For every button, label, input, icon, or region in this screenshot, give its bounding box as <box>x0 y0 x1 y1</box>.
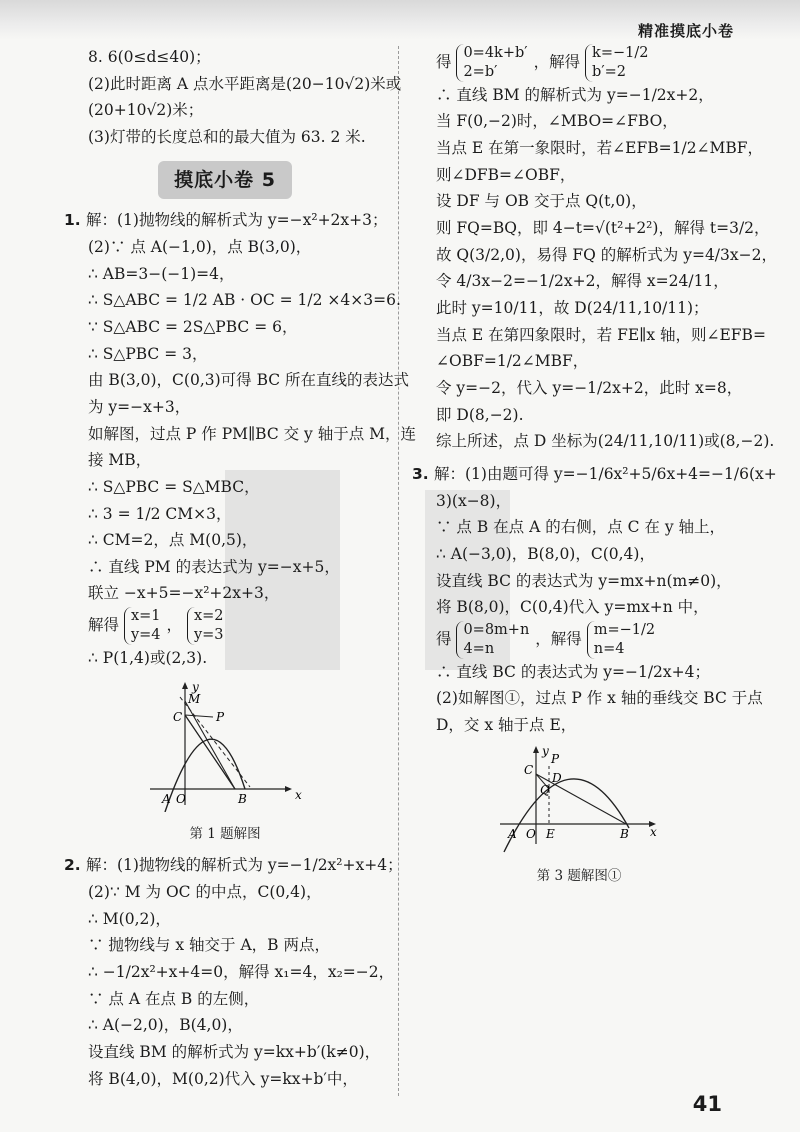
q1-solve-line: 解得 x=1 y=4， x=2 y=3 <box>66 607 384 645</box>
q3-first-line <box>412 461 777 488</box>
q1-line: 解：(1)抛物线的解析式为 y=−x²+2x+3； <box>86 211 388 230</box>
r-line: 当点 E 在第一象限时，若∠EFB=1/2∠MBF， <box>436 139 764 157</box>
q2-line: 设直线 BM 的解析式为 y=kx+b′(k≠0)， <box>88 1042 381 1061</box>
q3-graph <box>494 744 664 854</box>
r-line: ∠OBF=1/2∠MBF， <box>436 352 589 371</box>
q3-line: ∴ A(−3,0)，B(8,0)，C(0,4)， <box>436 544 655 563</box>
q3-line: (2)如解图①，过点 P 作 x 轴的垂线交 BC 于点 <box>436 689 763 708</box>
r-line: 故 Q(3/2,0)，易得 FQ 的解析式为 y=4/3x−2， <box>436 245 777 264</box>
system-row: 4=n <box>463 640 495 657</box>
q1-line: 联立 −x+5=−x²+2x+3， <box>88 584 280 603</box>
fig-label-d: D <box>552 771 562 786</box>
system-row: 0=8m+n <box>463 621 530 638</box>
right-column <box>412 44 777 888</box>
r-line: 综上所述，点 D 坐标为(24/11,10/11)或(8,−2). <box>436 432 775 451</box>
fig-label-y: y <box>542 744 549 759</box>
q1-line: 由 B(3,0)，C(0,3)可得 BC 所在直线的表达式 <box>88 371 410 390</box>
r-line: 当 F(0,−2)时，∠MBO=∠FBO， <box>436 112 678 131</box>
q3-system-line <box>414 621 744 659</box>
column-divider <box>398 46 399 1096</box>
system-b <box>187 607 230 645</box>
fig-label-x: x <box>650 825 657 840</box>
q2-line: (2)∵ M 为 OC 的中点，C(0,4)， <box>88 883 322 902</box>
system-2 <box>585 44 654 82</box>
section-banner-wrap <box>66 161 384 200</box>
fig-label-p: P <box>551 752 560 767</box>
q3-line: 将 B(8,0)，C(0,4)代入 y=mx+n 中， <box>436 598 709 617</box>
q1-line: ∴ 3 = 1/2 CM×3， <box>88 504 232 523</box>
solve-prefix: 解得 <box>88 615 120 634</box>
q1-graph <box>140 677 310 812</box>
system-row: 0=4k+b′ <box>463 45 528 61</box>
q1-line: (2)∵ 点 A(−1,0)，点 B(3,0)， <box>88 237 312 256</box>
left-column <box>64 44 417 1092</box>
fig-label-c: C <box>173 710 183 725</box>
fig-label-a: A <box>508 827 517 842</box>
system-row: b′=2 <box>592 63 626 80</box>
q1-answer: ∴ P(1,4)或(2,3). <box>88 648 208 667</box>
system-pre: 得 <box>436 52 452 71</box>
system-2 <box>587 621 661 659</box>
prev-line: (20+10√2)米； <box>88 101 204 120</box>
q2-line: ∵ 点 A 在点 B 的左侧， <box>88 989 260 1008</box>
q3-line: 3)(x−8)， <box>436 491 512 510</box>
system-row: n=4 <box>593 640 625 657</box>
q2-line: ∵ 抛物线与 x 轴交于 A，B 两点， <box>88 936 330 955</box>
q3-number: 3. <box>412 464 429 483</box>
r-line: 当点 E 在第四象限时，若 FE∥x 轴，则∠EFB= <box>436 325 766 344</box>
page-number: 41 <box>692 1092 722 1116</box>
fig-label-a: A <box>162 792 171 807</box>
q3-line: D，交 x 轴于点 E， <box>436 715 577 734</box>
q3-line: ∴ 直线 BC 的表达式为 y=−1/2x+4； <box>436 662 711 681</box>
r-line: 则∠DFB=∠OBF， <box>436 165 576 184</box>
system-row: y=4 <box>130 626 161 643</box>
r-line: 令 y=−2，代入 y=−1/2x+2，此时 x=8， <box>436 378 743 397</box>
system-mid: ，解得 <box>535 629 582 648</box>
q2-number: 2. <box>64 856 81 875</box>
system-line <box>414 44 744 82</box>
r-line: 此时 y=10/11，故 D(24/11,10/11)； <box>436 298 709 317</box>
q2-line: ∴ −1/2x²+x+4=0，解得 x₁=4，x₂=−2， <box>88 962 395 981</box>
header-title: 精准摸底小卷 <box>637 22 734 40</box>
q1-line: ∴ CM=2，点 M(0,5)， <box>88 531 258 550</box>
q1-line: 如解图，过点 P 作 PM∥BC 交 y 轴于点 M，连 <box>88 424 417 443</box>
system-mid: ，解得 <box>533 52 581 71</box>
system-1 <box>456 44 533 82</box>
fig-label-p: P <box>216 710 225 725</box>
q3-line: 设直线 BC 的表达式为 y=mx+n(m≠0)， <box>436 571 732 590</box>
q1-line: 接 MB， <box>88 451 152 470</box>
q3-line: 解：(1)由题可得 y=−1/6x²+5/6x+4=−1/6(x+ <box>434 464 777 483</box>
system-row: 2=b′ <box>463 63 498 80</box>
q1-figure <box>66 677 384 821</box>
q2-line: ∴ A(−2,0)，B(4,0)， <box>88 1016 243 1035</box>
q1-line: ∴ AB=3−(−1)=4， <box>88 264 235 283</box>
prev-line: (2)此时距离 A 点水平距离是(20−10√2)米或 <box>88 74 402 93</box>
fig-label-o: O <box>526 827 536 842</box>
q2-first-line <box>64 852 403 879</box>
system-row: y=3 <box>193 626 224 643</box>
fig-label-e: E <box>546 827 555 842</box>
fig-label-m: M <box>188 692 201 707</box>
system-row: x=2 <box>193 608 224 625</box>
r-line: 设 DF 与 OB 交于点 Q(t,0)， <box>436 192 647 211</box>
system-pre: 得 <box>436 629 452 648</box>
q2-line: ∴ M(0,2)， <box>88 909 171 928</box>
q1-line: ∵ S△ABC = 2S△PBC = 6， <box>88 317 298 336</box>
prev-line: (3)灯带的长度总和的最大值为 63. 2 米. <box>88 127 366 146</box>
prev-line: 8. 6(0≤d≤40)； <box>88 48 211 66</box>
fig-label-q: Q <box>540 783 550 798</box>
system-row: m=−1/2 <box>593 621 656 638</box>
fig-label-b: B <box>238 792 247 807</box>
q2-line: 将 B(4,0)，M(0,2)代入 y=kx+b′中， <box>88 1069 358 1088</box>
q1-line: ∴ 直线 PM 的表达式为 y=−x+5， <box>88 557 340 576</box>
fig-label-c: C <box>524 763 534 778</box>
q1-line: ∴ S△PBC = 3， <box>88 344 208 363</box>
fig-label-o: O <box>176 792 186 807</box>
q1-first-line <box>64 207 388 234</box>
system-a <box>124 607 167 645</box>
q1-caption: 第 1 题解图 <box>189 826 261 843</box>
q1-line: ∴ S△PBC = S△MBC， <box>88 477 260 496</box>
section-banner: 摸底小卷 5 <box>158 161 292 200</box>
fig-label-b: B <box>620 827 629 842</box>
q3-figure <box>414 744 744 863</box>
q1-line: ∴ S△ABC = 1/2 AB · OC = 1/2 ×4×3=6. <box>88 291 401 310</box>
system-1 <box>456 621 535 659</box>
q3-caption: 第 3 题解图① <box>536 868 622 885</box>
q1-line: 为 y=−x+3， <box>88 397 191 416</box>
r-line: 则 FQ=BQ，即 4−t=√(t²+2²)，解得 t=3/2， <box>436 218 770 237</box>
q3-line: ∵ 点 B 在点 A 的右侧，点 C 在 y 轴上， <box>436 518 726 537</box>
q2-line: 解：(1)抛物线的解析式为 y=−1/2x²+x+4； <box>86 856 403 875</box>
fig-label-x: x <box>295 788 302 803</box>
system-row: k=−1/2 <box>592 45 649 61</box>
q1-number: 1. <box>64 211 81 230</box>
r-line: 即 D(8,−2). <box>436 405 524 424</box>
system-row: x=1 <box>130 608 161 625</box>
fig-label-y: y <box>192 680 199 695</box>
r-line: 令 4/3x−2=−1/2x+2，解得 x=24/11， <box>436 272 729 291</box>
r-line: ∴ 直线 BM 的解析式为 y=−1/2x+2， <box>436 85 714 104</box>
